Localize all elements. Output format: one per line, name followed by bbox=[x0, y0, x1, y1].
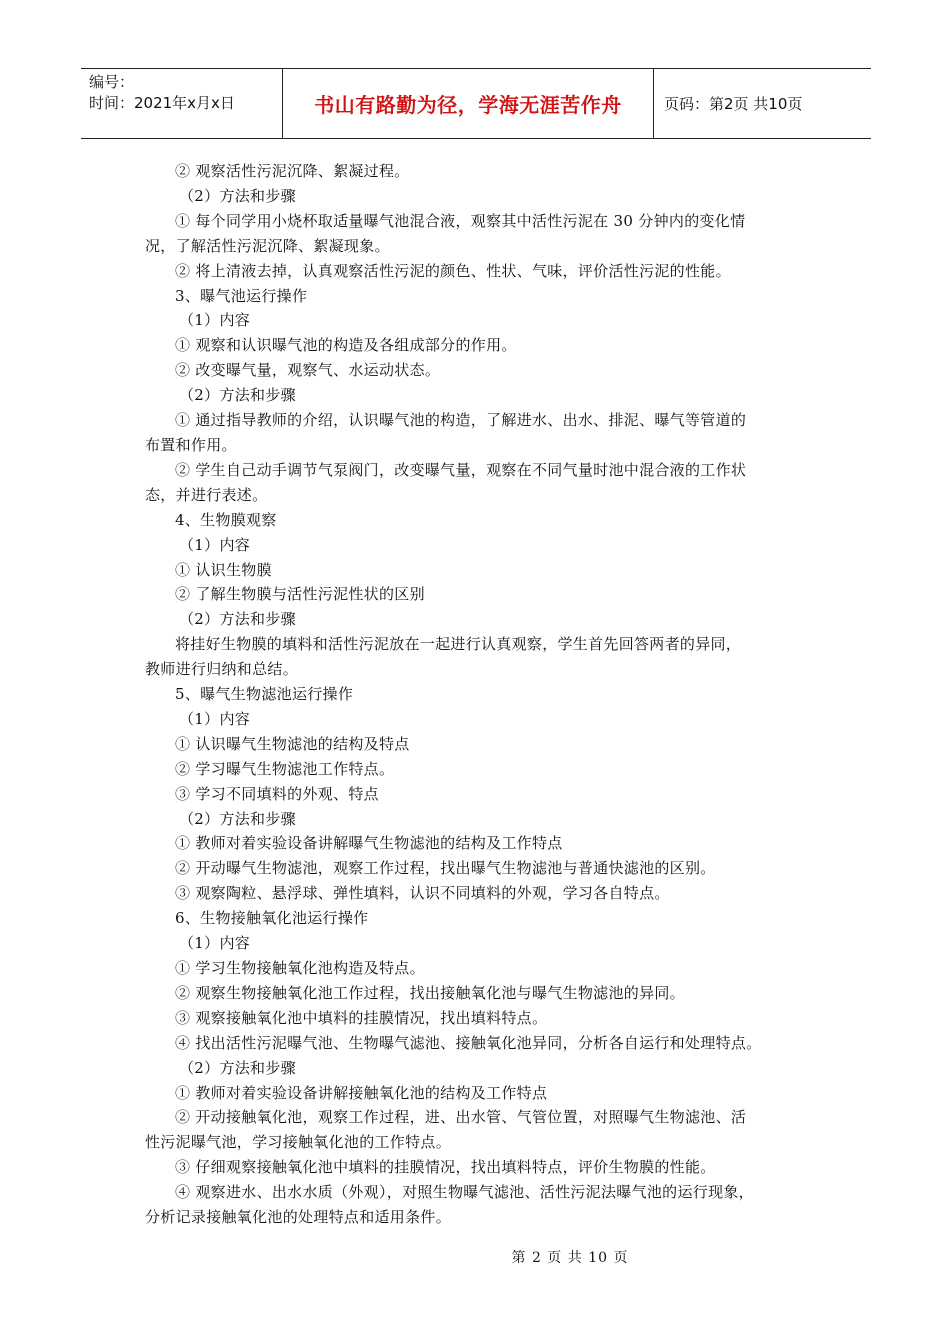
paragraph-line: （2）方法和步骤 bbox=[179, 386, 296, 405]
paragraph-line: 4、生物膜观察 bbox=[175, 510, 277, 529]
paragraph-line: ① 观察和认识曝气池的构造及各组成部分的作用。 bbox=[175, 336, 517, 355]
paragraph-line: ① 通过指导教师的介绍，认识曝气池的构造，了解进水、出水、排泥、曝气等管道的 bbox=[175, 411, 747, 430]
paragraph-line: ① 教师对着实验设备讲解曝气生物滤池的结构及工作特点 bbox=[175, 834, 563, 853]
header-page-info: 页码：第2页 共10页 bbox=[664, 95, 803, 113]
paragraph-line: 将挂好生物膜的填料和活性污泥放在一起进行认真观察，学生首先回答两者的异同， bbox=[175, 635, 742, 654]
paragraph-line: ① 教师对着实验设备讲解接触氧化池的结构及工作特点 bbox=[175, 1083, 548, 1102]
paragraph-line: 性污泥曝气池，学习接触氧化池的工作特点。 bbox=[145, 1133, 452, 1152]
paragraph-line: ② 了解生物膜与活性污泥性状的区别 bbox=[175, 585, 425, 604]
paragraph-line: 3、曝气池运行操作 bbox=[175, 286, 308, 305]
paragraph-line: ② 观察活性污泥沉降、絮凝过程。 bbox=[175, 162, 410, 180]
paragraph-line: （1）内容 bbox=[179, 934, 251, 953]
page-header bbox=[81, 68, 871, 139]
paragraph-line: 态，并进行表述。 bbox=[145, 485, 268, 504]
paragraph-line: ④ 观察进水、出水水质（外观），对照生物曝气滤池、活性污泥法曝气池的运行现象， bbox=[175, 1183, 754, 1202]
paragraph-line: ① 每个同学用小烧杯取适量曝气池混合液，观察其中活性污泥在 30 分钟内的变化情 bbox=[175, 211, 746, 230]
paragraph-line: （2）方法和步骤 bbox=[179, 186, 296, 205]
paragraph-line: ② 学生自己动手调节气泵阀门，改变曝气量，观察在不同气量时池中混合液的工作状 bbox=[175, 460, 747, 479]
paragraph-line: 6、生物接触氧化池运行操作 bbox=[175, 909, 369, 928]
paragraph-line: 布置和作用。 bbox=[145, 435, 237, 454]
paragraph-line: ② 改变曝气量，观察气、水运动状态。 bbox=[175, 361, 441, 380]
paragraph-line: （1）内容 bbox=[179, 535, 251, 554]
paragraph-line: ① 认识曝气生物滤池的结构及特点 bbox=[175, 734, 410, 753]
paragraph-line: ② 学习曝气生物滤池工作特点。 bbox=[175, 759, 395, 778]
page-footer bbox=[0, 1247, 950, 1267]
paragraph-line: 况，了解活性污泥沉降、絮凝现象。 bbox=[145, 236, 390, 255]
paragraph-line: ③ 学习不同填料的外观、特点 bbox=[175, 784, 379, 803]
footer-page-number: 第 2 页 共 10 页 bbox=[511, 1250, 629, 1266]
paragraph-line: （1）内容 bbox=[179, 311, 251, 330]
paragraph-line: ② 观察生物接触氧化池工作过程，找出接触氧化池与曝气生物滤池的异同。 bbox=[175, 983, 685, 1002]
paragraph-line: 分析记录接触氧化池的处理特点和适用条件。 bbox=[145, 1208, 452, 1227]
paragraph-line: 教师进行归纳和总结。 bbox=[145, 660, 299, 679]
paragraph-line: 5、曝气生物滤池运行操作 bbox=[175, 685, 354, 704]
paragraph-line: （2）方法和步骤 bbox=[179, 809, 296, 828]
header-meta-cell bbox=[81, 69, 283, 138]
header-motto: 书山有路勤为径，学海无涯苦作舟 bbox=[314, 93, 622, 117]
header-motto-cell bbox=[283, 69, 654, 138]
paragraph-line: ① 学习生物接触氧化池构造及特点。 bbox=[175, 959, 425, 977]
header-page-cell bbox=[654, 69, 871, 138]
paragraph-line: ② 开动接触氧化池，观察工作过程，进、出水管、气管位置，对照曝气生物滤池、活 bbox=[175, 1108, 747, 1127]
paragraph-line: （2）方法和步骤 bbox=[179, 1058, 296, 1077]
paragraph-line: ② 开动曝气生物滤池，观察工作过程，找出曝气生物滤池与普通快滤池的区别。 bbox=[175, 859, 716, 878]
paragraph-line: ③ 观察陶粒、悬浮球、弹性填料，认识不同填料的外观，学习各自特点。 bbox=[175, 884, 670, 903]
paragraph-line: ① 认识生物膜 bbox=[175, 560, 272, 579]
paragraph-line: ③ 观察接触氧化池中填料的挂膜情况，找出填料特点。 bbox=[175, 1008, 548, 1027]
doc-time-label: 时间：2021年x月x日 bbox=[89, 94, 235, 112]
paragraph-line: （2）方法和步骤 bbox=[179, 610, 296, 629]
paragraph-line: ② 将上清液去掉，认真观察活性污泥的颜色、性状、气味，评价活性污泥的性能。 bbox=[175, 261, 731, 280]
paragraph-line: ④ 找出活性污泥曝气池、生物曝气滤池、接触氧化池异同，分析各自运行和处理特点。 bbox=[175, 1033, 762, 1052]
paragraph-line: （1）内容 bbox=[179, 709, 251, 728]
doc-number-label: 编号： bbox=[89, 73, 135, 91]
paragraph-line: ③ 仔细观察接触氧化池中填料的挂膜情况，找出填料特点，评价生物膜的性能。 bbox=[175, 1158, 716, 1177]
document-body bbox=[145, 159, 815, 1230]
